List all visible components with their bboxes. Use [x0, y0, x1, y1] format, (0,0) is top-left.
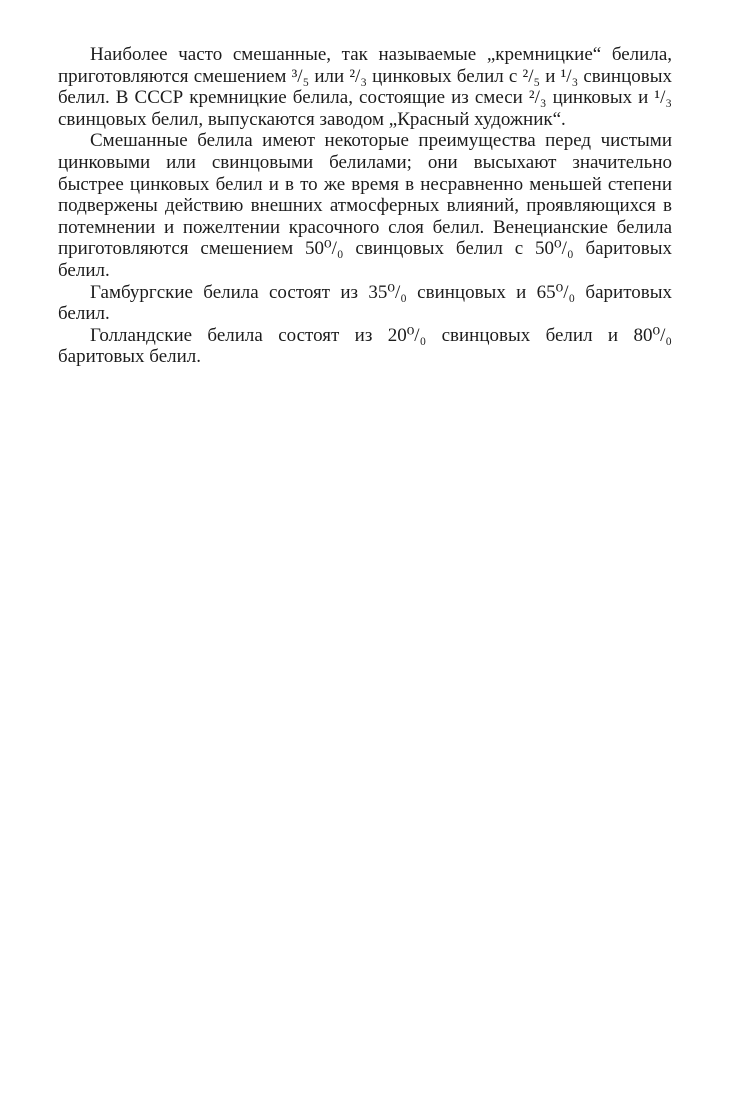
paragraph-mixed-white-advantages: Смешанные белила имеют некоторые преимущества перед чистыми цинковыми или свинцовыми белилами; они высыхают значительно быстрее цинковых белил и в то же время в несравненно меньшей степени подвержены действию внешних атмосферных влияний, проявляющихся в потемнении и пожелтении красочного слоя белил. Венецианские белила приготовляются смешением 50⁰/₀ свинцовых белил с 50⁰/₀ баритовых белил. — [58, 130, 672, 281]
paragraph-hamburg-white: Гамбургские белила состоят из 35⁰/₀ свинцовых и 65⁰/₀ баритовых белил. — [58, 281, 672, 325]
paragraph-kremnitz-white: Наиболее часто смешанные, так называемые „кремницкие“ белила, приготовляются смешением ³/₅ или ²/₃ цинковых белил с ²/₅ и ¹/₃ свинцовых белил. В СССР кремницкие белила, состоящие из смеси ²/₃ цинковых и ¹/₃ свинцовых белил, выпускаются заводом „Красный художник“. — [58, 44, 672, 130]
body-text — [58, 44, 672, 368]
paragraph-dutch-white: Голландские белила состоят из 20⁰/₀ свинцовых белил и 80⁰/₀ баритовых белил. — [58, 324, 672, 368]
